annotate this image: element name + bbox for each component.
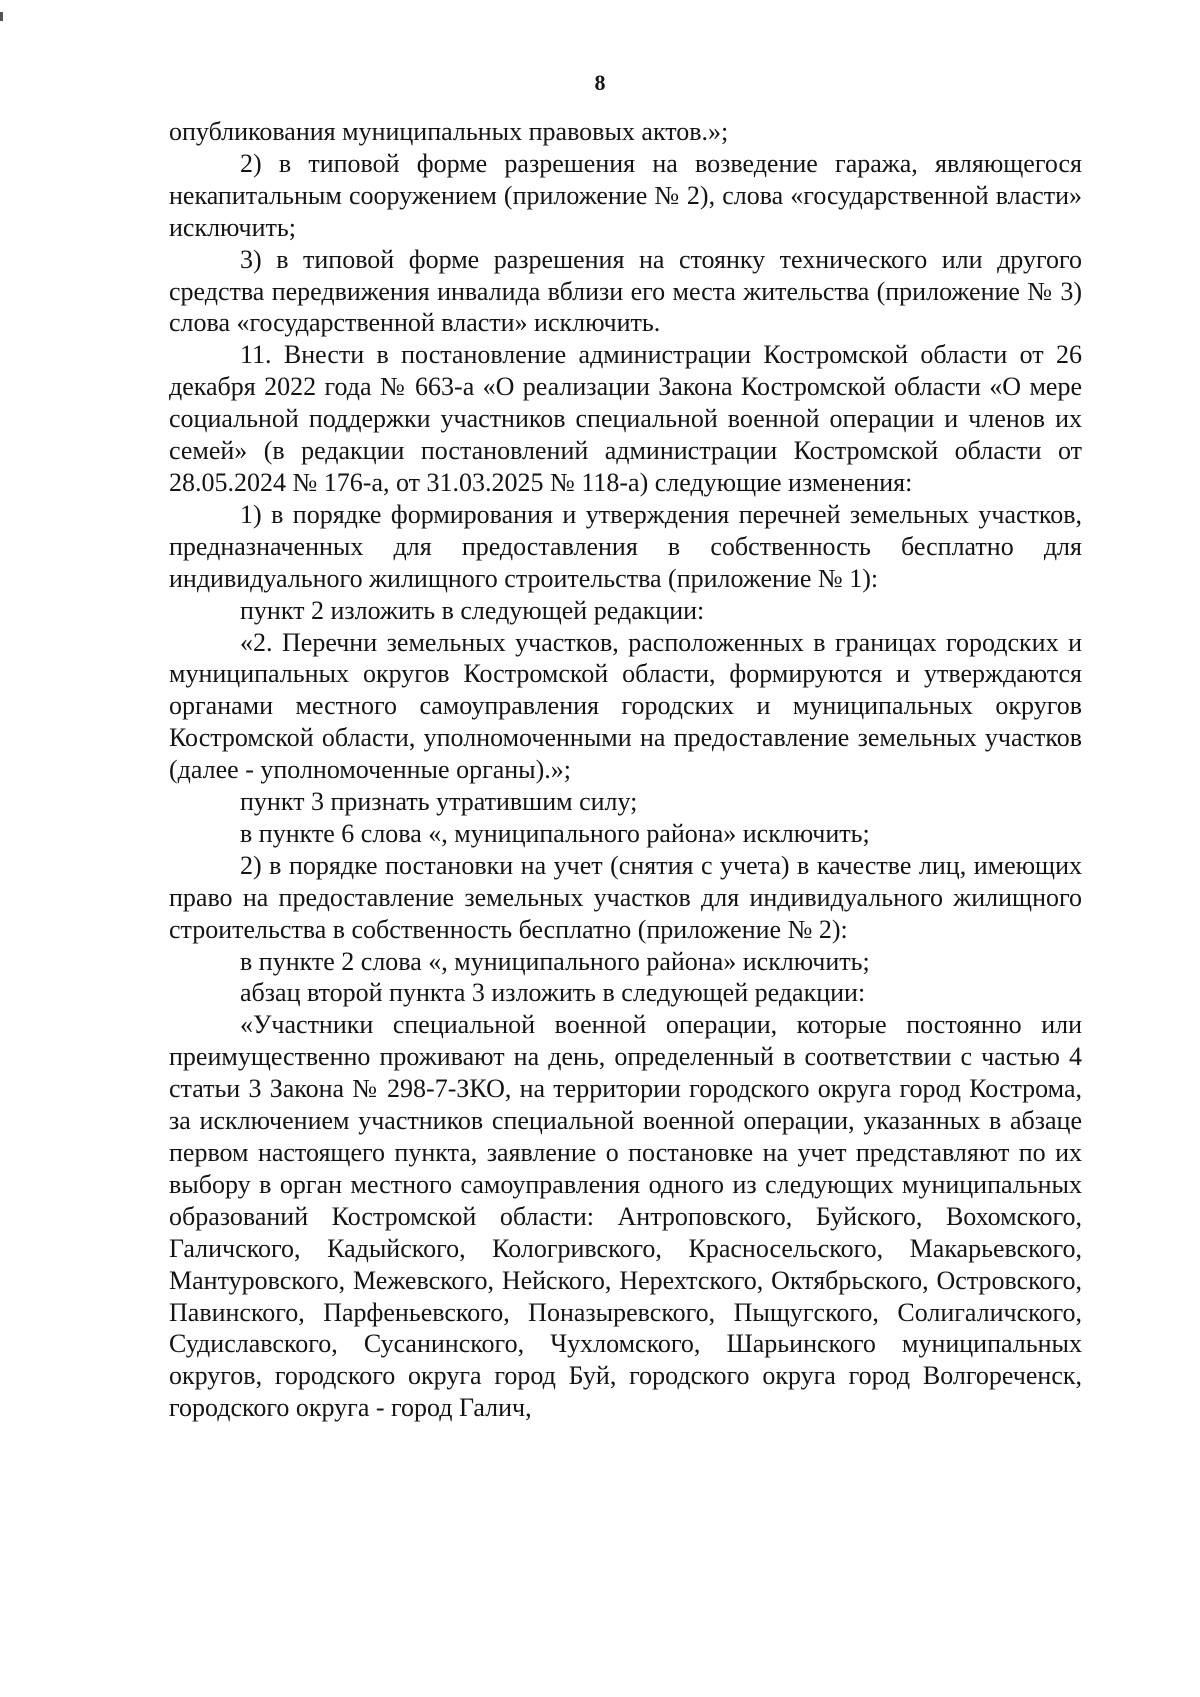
scan-edge-mark <box>0 12 3 21</box>
paragraph-item-3-parking: 3) в типовой форме разрешения на стоянку технического или другого средства передвижения инвалида вблизи его места жительства (приложение № 3) слова «государственной власти» исключить. <box>169 244 1082 338</box>
paragraph-item-1-land-lists: 1) в порядке формирования и утверждения перечней земельных участков, предназначенных для предоставления в собственность бесплатно для индивидуального жилищного строительства (приложение № 1): <box>169 499 1082 593</box>
paragraph-item-2-garage: 2) в типовой форме разрешения на возведение гаража, являющегося некапитальным сооружением (приложение № 2), слова «государственной власти» исключить; <box>169 148 1082 242</box>
paragraph-point-2-text: «2. Перечни земельных участков, расположенных в границах городских и муниципальных округов Костромской области, формируются и утверждаются органами местного самоуправления городских и муниципальных округов Костромской области, уполномоченными на предоставление земельных участков (далее - уполномоченные органы).»; <box>169 627 1082 785</box>
paragraph-point-2-change: в пункте 2 слова «, муниципального района» исключить; <box>240 946 870 976</box>
paragraph-point-6-change: в пункте 6 слова «, муниципального района» исключить; <box>240 818 870 848</box>
page-number: 8 <box>594 70 606 95</box>
paragraph-point-2-intro: пункт 2 изложить в следующей редакции: <box>240 595 705 625</box>
paragraph-continuation: опубликования муниципальных правовых актов.»; <box>169 117 729 146</box>
paragraph-point-3-text: «Участники специальной военной операции, которые постоянно или преимущественно проживают на день, определенный в соответствии с частью 4 статьи 3 Закона № 298-7-ЗКО, на территории городского округа город Кострома, за исключением участников специальной военной операции, указанных в абзаце первом настоящего пункта, заявление о постановке на учет представляют по их выбору в орган местного самоуправления одного из следующих муниципальных образований Костромской области: Антроповского, Буйского, Вохомского, Галичского, Кадыйского, Кологривского, Красносельского, Макарьевского, Мантуровского, Межевского, Нейского, Нерехтского, Октябрьского, Островского, Павинского, Парфеньевского, Поназыревского, Пыщугского, Солигаличского, Судиславского, Сусанинского, Чухломского, Шарьинского муниципальных округов, городского округа город Буй, городского округа город Волгореченск, городского округа - город Галич, <box>169 1010 1082 1423</box>
paragraph-item-2-registration: 2) в порядке постановки на учет (снятия с учета) в качестве лиц, имеющих право на предоставление земельных участков для индивидуального жилищного строительства в собственность бесплатно (приложение № 2): <box>169 850 1082 944</box>
paragraph-section-11: 11. Внести в постановление администрации Костромской области от 26 декабря 2022 года № 663-а «О реализации Закона Костромской области «О мере социальной поддержки участников специальной военной операции и членов их семей» (в редакции постановлений администрации Костромской области от 28.05.2024 № 176-а, от 31.03.2025 № 118-а) следующие изменения: <box>169 340 1082 497</box>
paragraph-point-3-void: пункт 3 признать утратившим силу; <box>240 787 638 817</box>
paragraph-point-3-intro: абзац второй пункта 3 изложить в следующей редакции: <box>240 978 866 1008</box>
document-body <box>169 116 1082 1424</box>
